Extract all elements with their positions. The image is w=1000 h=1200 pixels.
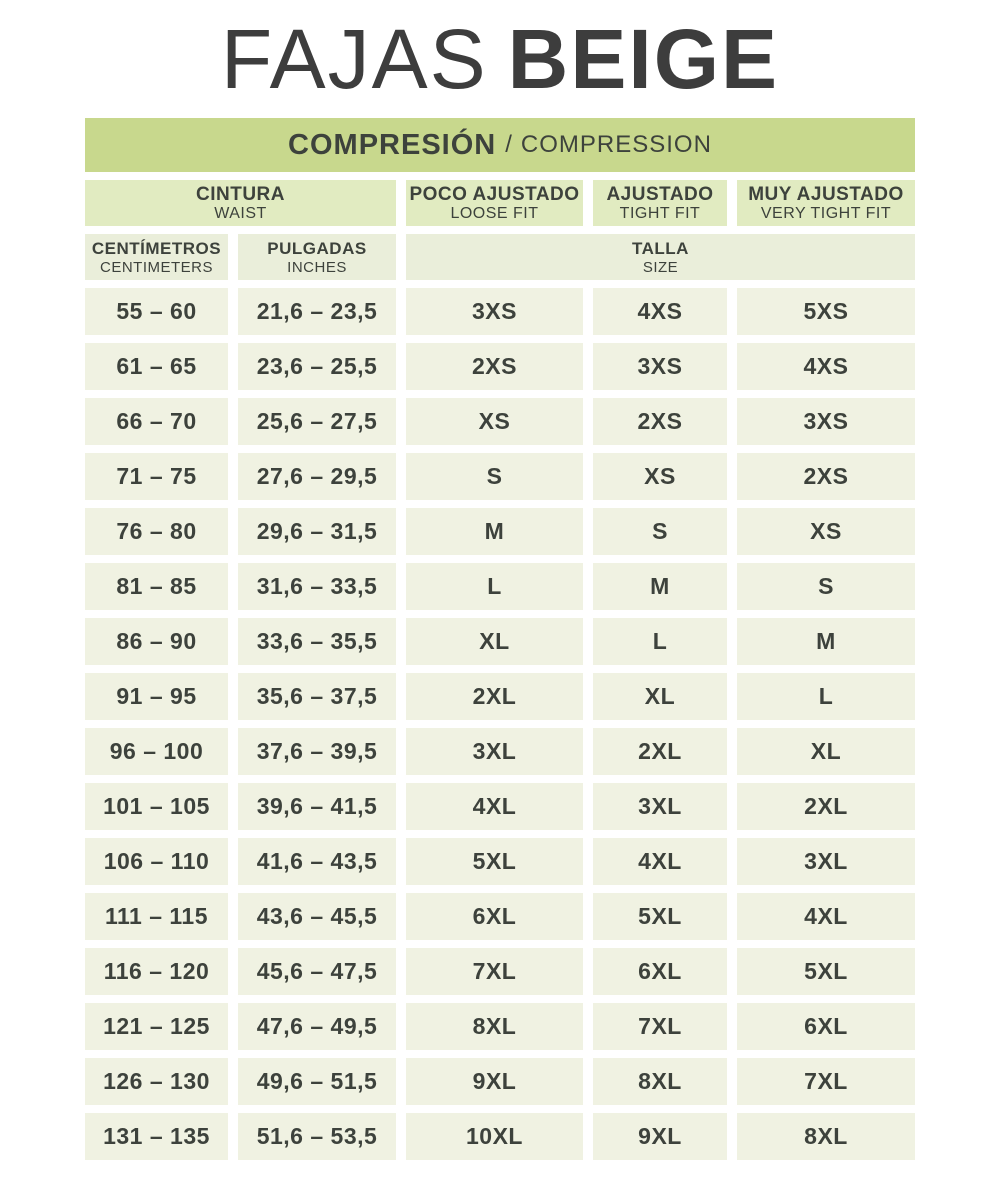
waist-cm-cell: 55 – 60 [85,288,228,335]
very-tight-fit-size-cell: M [737,618,915,665]
waist-inches-cell: 29,6 – 31,5 [238,508,396,555]
waist-cm-cell: 111 – 115 [85,893,228,940]
waist-inches-cell: 33,6 – 35,5 [238,618,396,665]
waist-inches-cell: 35,6 – 37,5 [238,673,396,720]
very-tight-fit-size-cell: L [737,673,915,720]
band-title-es: COMPRESIÓN [288,128,497,161]
waist-inches-cell: 45,6 – 47,5 [238,948,396,995]
waist-inches-cell: 27,6 – 29,5 [238,453,396,500]
tight-fit-size-cell: 4XL [593,838,727,885]
waist-inches-cell: 23,6 – 25,5 [238,343,396,390]
very-tight-fit-size-cell: 3XS [737,398,915,445]
header-loose-fit [406,180,583,226]
tight-fit-size-cell: 2XL [593,728,727,775]
loose-fit-size-cell: 3XL [406,728,583,775]
header-waist-es: CINTURA [196,183,285,205]
tight-fit-size-cell: XS [593,453,727,500]
loose-fit-size-cell: 2XL [406,673,583,720]
waist-inches-cell: 51,6 – 53,5 [238,1113,396,1160]
waist-cm-cell: 96 – 100 [85,728,228,775]
header-size [406,234,915,280]
header-very-tight-fit [737,180,915,226]
very-tight-fit-size-cell: 7XL [737,1058,915,1105]
waist-inches-cell: 43,6 – 45,5 [238,893,396,940]
tight-fit-size-cell: XL [593,673,727,720]
loose-fit-size-cell: 4XL [406,783,583,830]
tight-fit-size-cell: L [593,618,727,665]
very-tight-fit-size-cell: 8XL [737,1113,915,1160]
header-loose-fit-en: LOOSE FIT [450,204,539,222]
header-centimeters-es: CENTÍMETROS [91,238,222,258]
page-title [220,12,780,106]
tight-fit-size-cell: 3XL [593,783,727,830]
header-very-tight-fit-en: VERY TIGHT FIT [760,204,892,222]
tight-fit-size-cell: 3XS [593,343,727,390]
header-size-es: TALLA [632,238,689,258]
waist-cm-cell: 116 – 120 [85,948,228,995]
waist-inches-cell: 31,6 – 33,5 [238,563,396,610]
waist-cm-cell: 106 – 110 [85,838,228,885]
waist-cm-cell: 126 – 130 [85,1058,228,1105]
loose-fit-size-cell: 8XL [406,1003,583,1050]
very-tight-fit-size-cell: XS [737,508,915,555]
very-tight-fit-size-cell: 2XL [737,783,915,830]
header-inches-en: INCHES [287,258,347,276]
waist-inches-cell: 39,6 – 41,5 [238,783,396,830]
header-centimeters-en: CENTIMETERS [99,258,213,276]
waist-cm-cell: 66 – 70 [85,398,228,445]
waist-inches-cell: 21,6 – 23,5 [238,288,396,335]
header-waist-en: WAIST [214,204,267,222]
header-tight-fit-es: AJUSTADO [606,183,714,205]
tight-fit-size-cell: S [593,508,727,555]
loose-fit-size-cell: 7XL [406,948,583,995]
very-tight-fit-size-cell: 4XL [737,893,915,940]
waist-inches-cell: 49,6 – 51,5 [238,1058,396,1105]
header-centimeters [85,234,228,280]
loose-fit-size-cell: 3XS [406,288,583,335]
brand-name-bold: BEIGE [507,12,780,106]
header-size-en: SIZE [642,258,679,276]
loose-fit-size-cell: 9XL [406,1058,583,1105]
loose-fit-size-cell: XL [406,618,583,665]
loose-fit-size-cell: L [406,563,583,610]
tight-fit-size-cell: 8XL [593,1058,727,1105]
tight-fit-size-cell: 6XL [593,948,727,995]
band-separator: / [505,131,512,158]
loose-fit-size-cell: 2XS [406,343,583,390]
tight-fit-size-cell: 2XS [593,398,727,445]
tight-fit-size-cell: 9XL [593,1113,727,1160]
very-tight-fit-size-cell: 4XS [737,343,915,390]
loose-fit-size-cell: 10XL [406,1113,583,1160]
waist-cm-cell: 121 – 125 [85,1003,228,1050]
brand-name-light: FAJAS [220,12,488,106]
waist-cm-cell: 76 – 80 [85,508,228,555]
loose-fit-size-cell: 5XL [406,838,583,885]
waist-inches-cell: 41,6 – 43,5 [238,838,396,885]
header-inches [238,234,396,280]
waist-cm-cell: 131 – 135 [85,1113,228,1160]
band-title-en: COMPRESSION [520,131,712,158]
very-tight-fit-size-cell: 3XL [737,838,915,885]
tight-fit-size-cell: 4XS [593,288,727,335]
loose-fit-size-cell: S [406,453,583,500]
tight-fit-size-cell: 5XL [593,893,727,940]
tight-fit-size-cell: M [593,563,727,610]
loose-fit-size-cell: XS [406,398,583,445]
waist-cm-cell: 86 – 90 [85,618,228,665]
waist-cm-cell: 81 – 85 [85,563,228,610]
waist-cm-cell: 101 – 105 [85,783,228,830]
waist-cm-cell: 61 – 65 [85,343,228,390]
brand-header [0,0,1000,118]
header-loose-fit-es: POCO AJUSTADO [409,183,580,205]
loose-fit-size-cell: M [406,508,583,555]
compression-size-table [85,118,915,1160]
very-tight-fit-size-cell: S [737,563,915,610]
very-tight-fit-size-cell: 2XS [737,453,915,500]
very-tight-fit-size-cell: 5XS [737,288,915,335]
tight-fit-size-cell: 7XL [593,1003,727,1050]
loose-fit-size-cell: 6XL [406,893,583,940]
header-very-tight-fit-es: MUY AJUSTADO [748,183,904,205]
waist-inches-cell: 25,6 – 27,5 [238,398,396,445]
very-tight-fit-size-cell: 5XL [737,948,915,995]
header-inches-es: PULGADAS [267,238,367,258]
waist-cm-cell: 91 – 95 [85,673,228,720]
header-waist [85,180,396,226]
compression-band [85,118,915,172]
very-tight-fit-size-cell: 6XL [737,1003,915,1050]
header-tight-fit [593,180,727,226]
waist-cm-cell: 71 – 75 [85,453,228,500]
waist-inches-cell: 37,6 – 39,5 [238,728,396,775]
header-tight-fit-en: TIGHT FIT [619,204,701,222]
waist-inches-cell: 47,6 – 49,5 [238,1003,396,1050]
very-tight-fit-size-cell: XL [737,728,915,775]
